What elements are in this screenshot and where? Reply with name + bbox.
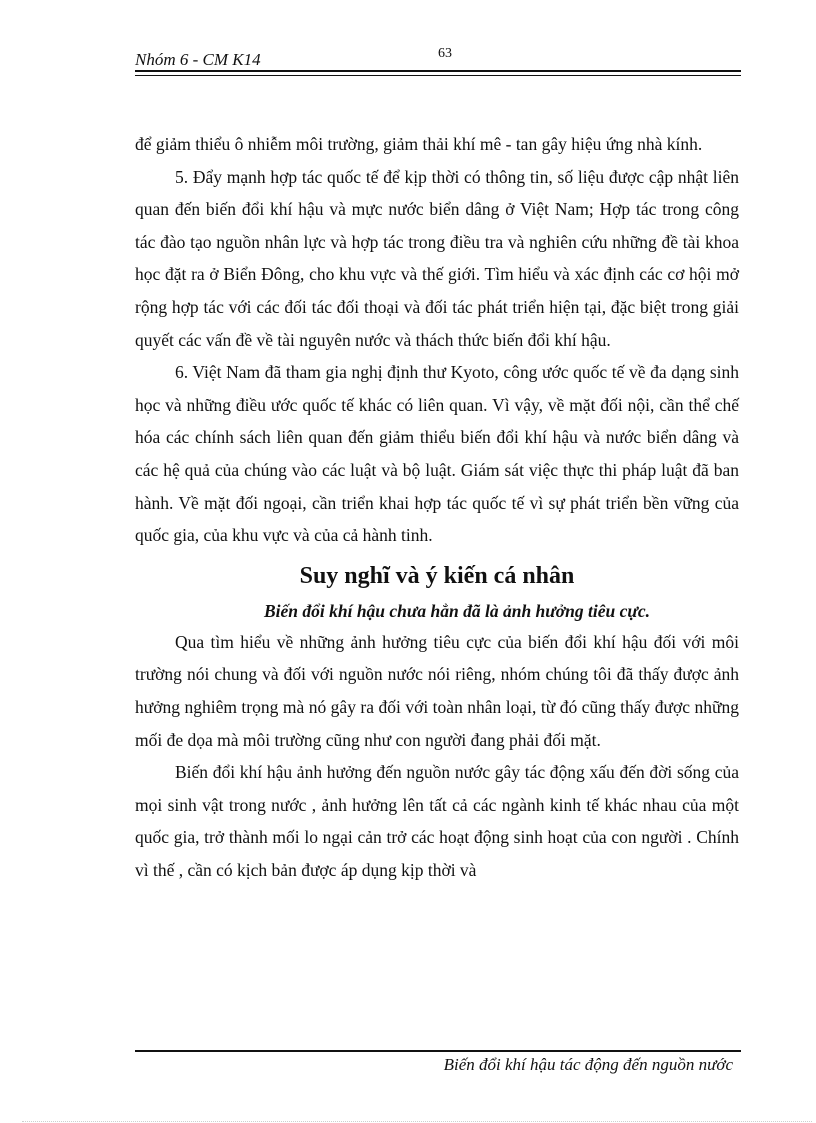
paragraph-item-5: 5. Đẩy mạnh hợp tác quốc tế để kịp thời có thông tin, số liệu được cập nhật liên quan đến biến đổi khí hậu và mực nước biển dâng ở Việt Nam; Hợp tác trong công tác đào tạo nguồn nhân lực và hợp tác trong điều tra và nghiên cứu những đề tài khoa học đặt ra ở Biển Đông, cho khu vực và thế giới. Tìm hiểu và xác định các cơ hội mở rộng hợp tác với các đối tác đối thoại và đối tác phát triển hiện tại, đặc biệt trong giải quyết các vấn đề về tài nguyên nước và thách thức biến đổi khí hậu. <box>135 166 739 350</box>
paragraph-opinion-1: Qua tìm hiểu về những ảnh hưởng tiêu cực của biến đổi khí hậu đối với môi trường nói chung và đối với nguồn nước nói riêng, nhóm chúng tôi đã thấy được ảnh hưởng nghiêm trọng mà nó gây ra đối với toàn nhân loại, từ đó cũng thấy được những mối đe dọa mà môi trường cũng như con người đang phải đối mặt. <box>135 631 739 750</box>
section-subtitle: Biến đổi khí hậu chưa hẳn đã là ảnh hưởng tiêu cực. <box>263 600 651 621</box>
page-header <box>135 46 741 72</box>
page-number: 63 <box>438 46 452 61</box>
document-body <box>135 128 739 886</box>
section-title: Suy nghĩ và ý kiến cá nhân <box>299 562 575 589</box>
footer-title: Biến đổi khí hậu tác động đến nguồn nước <box>443 1055 733 1074</box>
paragraph-continuation: để giảm thiểu ô nhiễm môi trường, giảm thải khí mê - tan gây hiệu ứng nhà kính. <box>135 134 703 154</box>
header-group-label: Nhóm 6 - CM K14 <box>135 50 261 69</box>
footer-rule <box>135 1050 741 1052</box>
page-edge-divider <box>22 1121 812 1122</box>
paragraph-item-6: 6. Việt Nam đã tham gia nghị định thư Kyoto, công ước quốc tế về đa dạng sinh học và những điều ước quốc tế khác có liên quan. Vì vậy, về mặt đối nội, cần thể chế hóa các chính sách liên quan đến giảm thiểu biến đổi khí hậu và nước biển dâng và các hệ quả của chúng vào các luật và bộ luật. Giám sát việc thực thi pháp luật đã ban hành. Về mặt đối ngoại, cần triển khai hợp tác quốc tế vì sự phát triển bền vững của quốc gia, của khu vực và của cả hành tinh. <box>135 362 739 546</box>
paragraph-opinion-2: Biến đổi khí hậu ảnh hưởng đến nguồn nước gây tác động xấu đến đời sống của mọi sinh vật trong nước , ảnh hưởng lên tất cả các ngành kinh tế khác nhau của một quốc gia, trở thành mối lo ngại cản trở các hoạt động sinh hoạt của con người . Chính vì thế , cần có kịch bản được áp dụng kịp thời và <box>135 762 739 880</box>
header-rule <box>135 70 741 76</box>
